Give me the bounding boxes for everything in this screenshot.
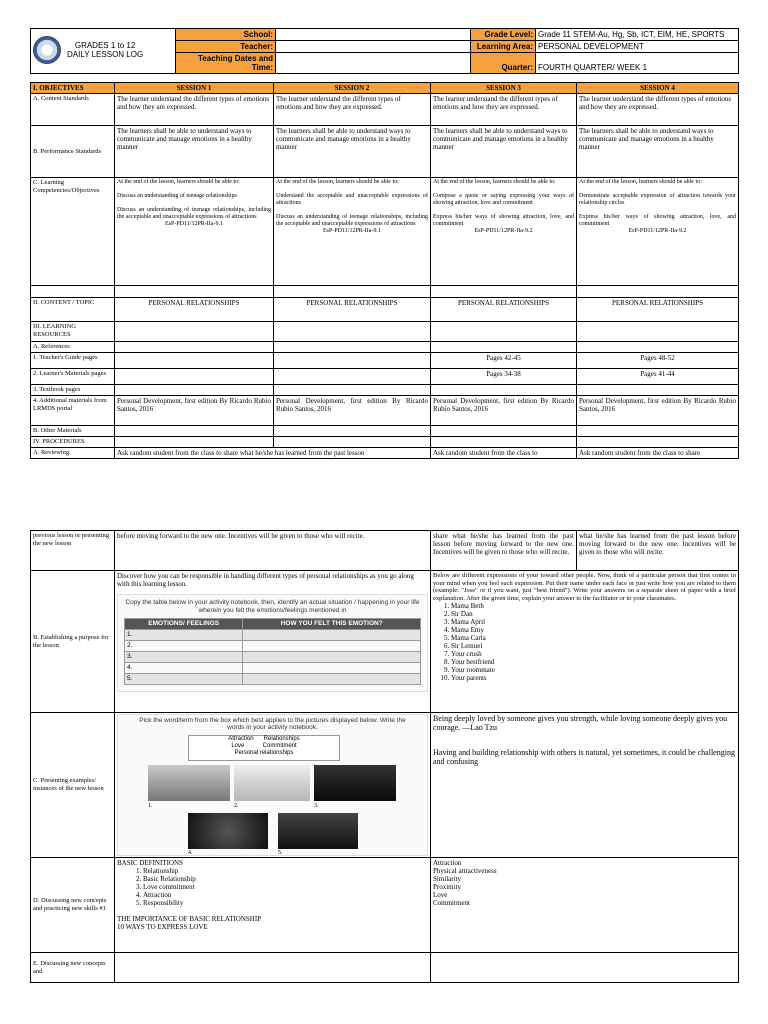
list-item: 5. Mama Carla xyxy=(451,634,736,642)
competencies-label: C. Learning Competencies/Objectives xyxy=(31,178,115,286)
tg-s4: Pages 48-52 xyxy=(577,353,739,369)
teacher-value xyxy=(276,41,471,53)
content-std-s2: The learner understand the different types of emotions and how they are expressed. xyxy=(274,94,431,126)
list-item: 9. Your roommate xyxy=(451,666,736,674)
school-label: School: xyxy=(176,29,276,41)
org-title: GRADES 1 to 12 xyxy=(74,41,136,50)
list-item: Commitment xyxy=(433,899,470,907)
addl-s1: Personal Development, first edition By Ricardo Rubio Santos, 2016 xyxy=(115,396,274,426)
content-std-s4: The learner understand the different types of emotions and how they are expressed. xyxy=(577,94,739,126)
discussing1-label: D. Discussing new concepts and practicing new skills #1 xyxy=(31,858,115,953)
discussing2-label: E. Discussing new concepts and xyxy=(31,953,115,983)
content-std-s1: The learner understand the different types of emotions and how they are expressed. xyxy=(115,94,274,126)
lm-s3: Pages 34-38 xyxy=(431,369,577,385)
establishing-label: B. Establishing a purpose for the lesson xyxy=(31,571,115,713)
log-title: DAILY LESSON LOG xyxy=(67,50,144,59)
emotions-activity-caption: Copy the table below in your activity notebook, then, identify an actual situation / happening in your life wherein you felt the emotions/feelings mentioned in xyxy=(125,599,420,614)
word-personal-relationships: Personal relationships xyxy=(234,750,294,756)
emotion-row-2: 2. xyxy=(125,641,243,652)
discuss-left xyxy=(115,858,431,953)
other-label: B. Other Materials xyxy=(31,426,115,437)
list-item: 5. Responsibility xyxy=(143,899,428,907)
perf-std-s4: The learners shall be able to understand ways to communicate and manage emotions in a healthy manner xyxy=(577,126,739,178)
session-3-heading: SESSION 3 xyxy=(431,83,577,94)
addl-s2: Personal Development, first edition By Ricardo Rubio Santos, 2016 xyxy=(274,396,431,426)
perf-std-s2: The learners shall be able to understand ways to communicate and manage emotions in a healthy manner xyxy=(274,126,431,178)
emotion-row-4: 4. xyxy=(125,663,243,674)
content-std-s3: The learner understand the different types of emotions and how they are expressed. xyxy=(431,94,577,126)
list-item: 10. Your parents xyxy=(451,674,736,682)
competencies-s3 xyxy=(431,178,577,286)
perf-std-s3: The learners shall be able to understand ways to communicate and manage emotions in a healthy manner xyxy=(431,126,577,178)
list-item: 2. Sir Dan xyxy=(451,610,736,618)
establish-left xyxy=(115,571,431,713)
dates-value xyxy=(276,53,471,74)
list-item: 1. Relationship xyxy=(143,867,428,875)
lesson-log-page-2 xyxy=(30,530,738,983)
word-relationships: Relationships xyxy=(263,736,300,742)
picture-5 xyxy=(278,813,358,849)
list-item: 4. Mama Emy xyxy=(451,626,736,634)
perf-std-s1: The learners shall be able to understand ways to communicate and manage emotions in a healthy manner xyxy=(115,126,274,178)
importance-title: THE IMPORTANCE OF BASIC RELATIONSHIP xyxy=(117,915,262,923)
session-1-heading: SESSION 1 xyxy=(115,83,274,94)
word-attraction: Attraction xyxy=(228,736,254,742)
references-label: A. References xyxy=(31,342,115,353)
picture-3 xyxy=(314,765,396,801)
topic-s1: PERSONAL RELATIONSHIPS xyxy=(115,298,274,322)
session-4-heading: SESSION 4 xyxy=(577,83,739,94)
objectives-heading: I. OBJECTIVES xyxy=(31,83,115,94)
addl-label: 4. Additional materials from LRMDS portal xyxy=(31,396,115,426)
comp-s4-intro: At the end of the lesson, learners should be able to: xyxy=(579,179,702,185)
procedures-label: IV. PROCEDURES xyxy=(31,437,115,448)
how-felt-col-header: HOW YOU FELT THIS EMOTION? xyxy=(243,619,421,630)
list-item: 3. Mama April xyxy=(451,618,736,626)
review-s3-cont: share what he/she has learned from the past lesson before moving forward to the new one. Incentives will be given to those who will recite. xyxy=(431,531,577,571)
procedures-table xyxy=(30,530,739,983)
picture-2-label: 2. xyxy=(234,803,239,809)
header-table xyxy=(30,28,739,74)
list-item: 1. Mama Beth xyxy=(451,602,736,610)
presenting-label: C. Presenting examples/ instances of the new lesson xyxy=(31,713,115,858)
tb-label: 3. Textbook pages xyxy=(31,385,115,396)
session-2-heading: SESSION 2 xyxy=(274,83,431,94)
header-brand xyxy=(31,29,176,74)
comp-s1-code: EsP-PD11/12PR-IIa-9.1 xyxy=(165,221,223,227)
list-item: Physical attractiveness xyxy=(433,867,497,875)
comp-s4-code: EsP-PD11/12PR-IIa-9.2 xyxy=(628,228,687,234)
comp-s4-objective: Demonstrate acceptable expression of attraction towards your relationship circles xyxy=(579,193,736,206)
grade-value: Grade 11 STEM-Au, Hg, Sb, ICT, EIM, HE, SPORTS xyxy=(536,29,739,41)
comp-s1-intro: At the end of the lesson, learners should be able to: xyxy=(117,179,240,185)
quarter-label: Quarter: xyxy=(471,53,536,74)
objectives-table xyxy=(30,82,739,459)
emotions-activity-image xyxy=(117,594,428,692)
lm-label: 2. Learner's Materials pages xyxy=(31,369,115,385)
review-s4-cont: what he/she has learned from the past lesson before moving forward to the new one. Incentives will be given to those who will recite. xyxy=(577,531,739,571)
pictures-activity-image xyxy=(117,714,428,856)
review-s12-cont: before moving forward to the new one. Incentives will be given to those who will recite. xyxy=(115,531,431,571)
establish-right-intro: Below are different expressions of your toward other people. Now, think of a particular person that first comes in your mind when you feel such expression. Put their name under each face or just write how you are related to them (example: "Jose" or if you want, just "best friend"). Write your answers on a separate sheet of paper with a brief explanation. After the given time, explain your answer to the facilitator or to your classmates. xyxy=(433,572,736,602)
ways-to-express-title: 10 WAYS TO EXPRESS LOVE xyxy=(117,923,208,931)
comp-s3-competency: Express his/her ways of showing attraction, love, and commitment xyxy=(433,214,574,227)
word-box xyxy=(188,735,340,761)
person-list xyxy=(433,602,736,682)
list-item: 6. Sir Lemuel xyxy=(451,642,736,650)
comp-s2-competency: Discuss an understanding of teenage relationships, including the acceptable and unacceptable expressions of attractions xyxy=(276,214,428,227)
list-item: 7. Your crush xyxy=(451,650,736,658)
lao-tzu-quote: Being deeply loved by someone gives you strength, while loving someone deeply gives you courage. —Lao Tzu xyxy=(433,714,728,732)
deped-seal-icon xyxy=(33,36,61,64)
lesson-log-page-1 xyxy=(30,28,738,459)
dates-label: Teaching Dates and Time: xyxy=(176,53,276,74)
tg-s3: Pages 42-45 xyxy=(431,353,577,369)
picture-2 xyxy=(234,765,310,801)
content-label: II. CONTENT / TOPIC xyxy=(31,298,115,322)
teacher-label: Teacher: xyxy=(176,41,276,53)
topic-s2: PERSONAL RELATIONSHIPS xyxy=(274,298,431,322)
comp-s4-competency: Express his/her ways of showing attraction, love, and commitment xyxy=(579,214,736,227)
discuss-right xyxy=(431,858,739,953)
emotion-row-1: 1. xyxy=(125,630,243,641)
comp-s1-objective: Discuss an understanding of teenage relationships xyxy=(117,193,237,199)
addl-s4: Personal Development, first edition By Ricardo Rubio Santos, 2016 xyxy=(577,396,739,426)
present-left xyxy=(115,713,431,858)
competencies-s2 xyxy=(274,178,431,286)
word-commitment: Commitment xyxy=(262,743,297,749)
present-right xyxy=(431,713,739,858)
comp-s2-intro: At the end of the lesson, learners should be able to: xyxy=(276,179,399,185)
comp-s2-code: EsP-PD11/12PR-IIa-9.1 xyxy=(323,228,381,234)
emotion-row-3: 3. xyxy=(125,652,243,663)
emotions-activity-table xyxy=(124,618,421,685)
establish-right xyxy=(431,571,739,713)
school-value xyxy=(276,29,471,41)
list-item: 2. Basic Relationship xyxy=(143,875,428,883)
content-std-label: A. Content Standards xyxy=(31,94,115,126)
picture-1-label: 1. xyxy=(148,803,153,809)
perf-std-label: B. Performance Standards xyxy=(31,126,115,178)
quarter-value: FOURTH QUARTER/ WEEK 1 xyxy=(536,53,739,74)
topic-s4: PERSONAL RELATIONSHIPS xyxy=(577,298,739,322)
review-s4-top: Ask random student from the class to share xyxy=(577,448,739,459)
list-item: Love xyxy=(433,891,448,899)
definitions-list xyxy=(125,867,428,907)
list-item: Proximity xyxy=(433,883,462,891)
word-love: Love xyxy=(231,743,245,749)
comp-s3-objective: Compose a quote or saying expressing your ways of showing attraction, love and commitment xyxy=(433,193,574,206)
lm-s4: Pages 41-44 xyxy=(577,369,739,385)
list-item: 4. Attraction xyxy=(143,891,428,899)
tg-label: 1. Teacher's Guide pages xyxy=(31,353,115,369)
pictures-activity-caption: Pick the word/term from the box which best applies to the pictures displayed below. Write the words in your activity notebook. xyxy=(139,717,406,731)
review-s12-top: Ask random student from the class to share what he/she has learned from the past lesson xyxy=(115,448,431,459)
picture-3-label: 3. xyxy=(314,803,319,809)
addl-s3: Personal Development, first edition By Ricardo Rubio Santos, 2016 xyxy=(431,396,577,426)
list-item: Attraction xyxy=(433,859,462,867)
grade-label: Grade Level: xyxy=(471,29,536,41)
picture-4 xyxy=(188,813,268,849)
list-item: 8. Your bestfriend xyxy=(451,658,736,666)
picture-1 xyxy=(148,765,230,801)
list-item: Similarity xyxy=(433,875,461,883)
comp-s1-competency: Discuss an understanding of teenage relationships, including the acceptable and unacceptable expressions of attractions xyxy=(117,207,271,220)
topic-s3: PERSONAL RELATIONSHIPS xyxy=(431,298,577,322)
competencies-s4 xyxy=(577,178,739,286)
comp-s3-code: EsP-PD11/12PR-IIa-9.2 xyxy=(474,228,533,234)
list-item: 3. Love commitment xyxy=(143,883,428,891)
relationship-note: Having and building relationship with others is natural, yet sometimes, it could be challenging and confusing xyxy=(433,748,735,766)
emotion-row-5: 5. xyxy=(125,674,243,685)
establish-text: Discover how you can be responsible in handling different types of personal relationships as you go along with this learning lesson. xyxy=(117,572,414,588)
comp-s3-intro: At the end of the lesson, learners should be able to: xyxy=(433,179,556,185)
resources-label: III. LEARNING RESOURCES xyxy=(31,322,115,342)
picture-5-label: 5. xyxy=(278,850,283,856)
area-value: PERSONAL DEVELOPMENT xyxy=(536,41,739,53)
area-label: Learning Area: xyxy=(471,41,536,53)
reviewing-label: A. Reviewing xyxy=(31,448,115,459)
review-s3-top: Ask random student from the class to xyxy=(431,448,577,459)
comp-s2-objective: Understand the acceptable and unacceptable expressions of attractions xyxy=(276,193,428,206)
basic-definitions-title: BASIC DEFINITIONS xyxy=(117,859,183,867)
reviewing-cont-label: previous lesson or presenting the new lesson xyxy=(31,531,115,571)
emotions-col-header: EMOTIONS/ FEELINGS xyxy=(125,619,243,630)
competencies-s1 xyxy=(115,178,274,286)
picture-4-label: 4. xyxy=(188,850,193,856)
